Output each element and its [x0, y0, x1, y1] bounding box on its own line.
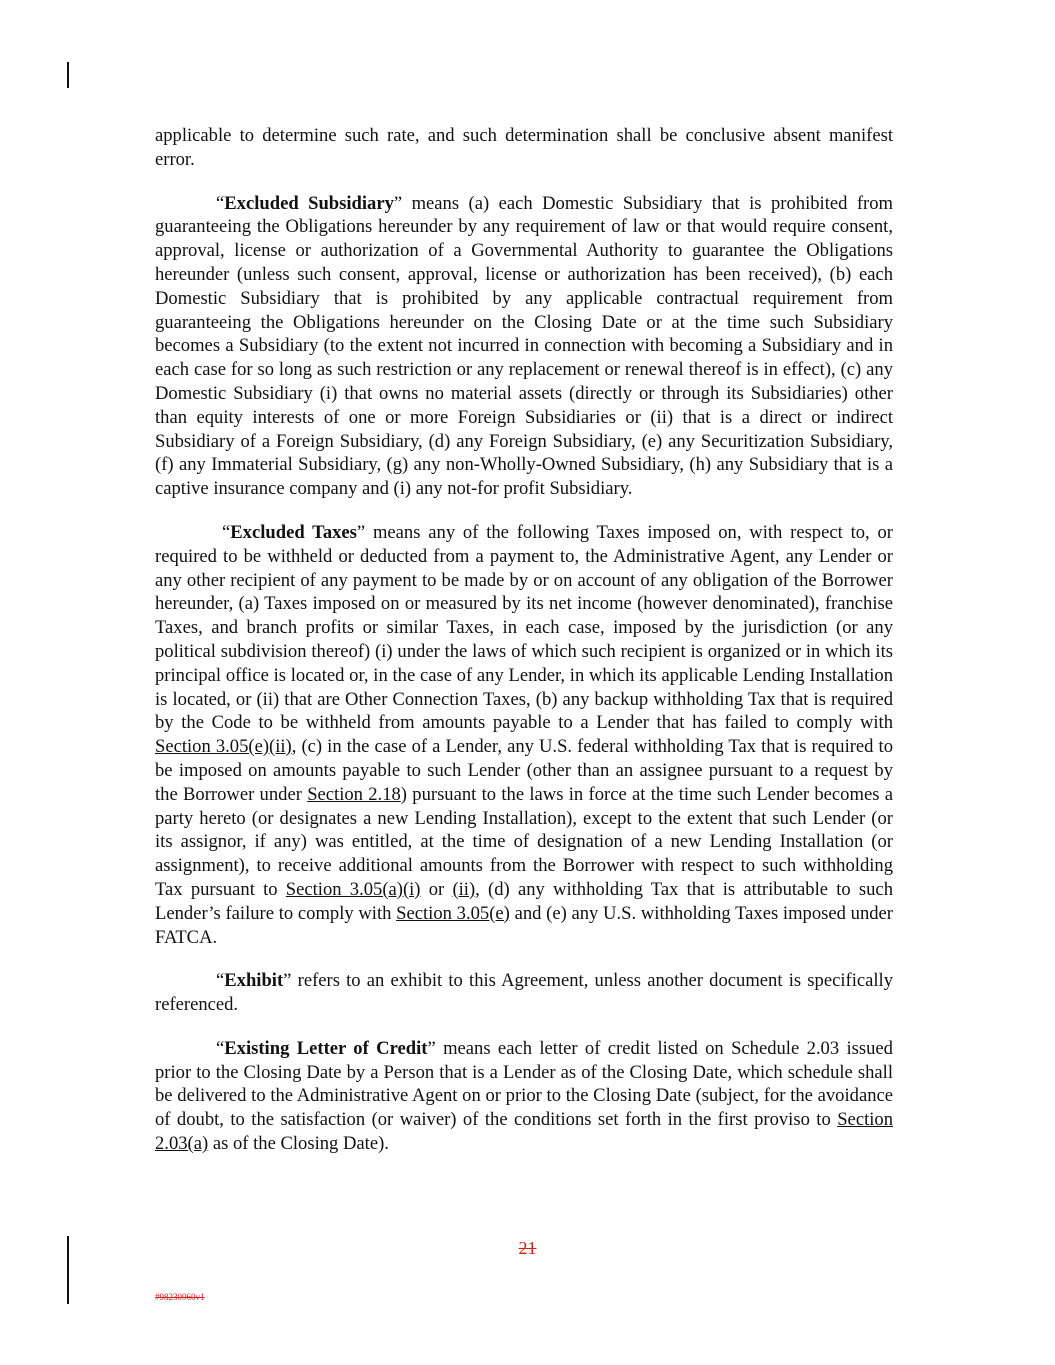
- definition-text: ) pursuant to the laws in force at the time such Lender becomes a party hereto (or designates a new Lending Installation), except to the extent that such Lender (or its assignor, if any) was entitled, at the time of designation of a new Lending Installation (or assignment), to receive additional amounts from the Borrower with respect to such withholding Tax pursuant to: [155, 783, 893, 900]
- definition-excluded-taxes: [155, 521, 893, 949]
- defined-term: Excluded Taxes: [230, 521, 357, 543]
- quote-mark: “: [216, 192, 225, 214]
- defined-term: Excluded Subsidiary: [224, 192, 394, 214]
- definition-text: or: [420, 878, 453, 900]
- definition-text: ” refers to an exhibit to this Agreement, unless another document is specifically referenced.: [155, 970, 893, 1016]
- section-reference: Section 2.03(a): [155, 1109, 893, 1155]
- page-number: 21: [518, 1238, 537, 1258]
- document-body: [155, 124, 893, 1176]
- defined-term: Existing Letter of Credit: [224, 1037, 428, 1059]
- document-id: #98230960v1: [155, 1292, 205, 1302]
- section-reference: Section 2.18: [307, 783, 401, 805]
- definition-text: as of the Closing Date).: [208, 1133, 389, 1155]
- definition-excluded-subsidiary: [155, 192, 893, 501]
- section-reference: Section 3.05(a)(i): [285, 878, 421, 900]
- quote-mark: “: [222, 521, 231, 543]
- quote-mark: “: [216, 970, 225, 992]
- definition-text: , (c) in the case of a Lender, any U.S. federal withholding Tax that is required to be imposed on amounts payable to such Lender (other than an assignee pursuant to a request by the Borrower under: [155, 736, 894, 805]
- definition-text: ” means each letter of credit listed on Schedule 2.03 issued prior to the Closing Date by a Person that is a Lender as of the Closing Date, which schedule shall be delivered to the Administrative Agent on or prior to the Closing Date (subject, for the avoidance of doubt, to the satisfaction (or waiver) of the conditions set forth in the first proviso to: [155, 1037, 893, 1131]
- definition-exhibit: [155, 969, 893, 1017]
- change-bar-top: [67, 62, 69, 88]
- definition-existing-letter-of-credit: [155, 1037, 893, 1156]
- definition-text: ” means any of the following Taxes imposed on, with respect to, or required to be withheld or deducted from a payment to, the Administrative Agent, any Lender or any other recipient of any payment to be made by or on account of any obligation of the Borrower hereunder, (a) Taxes imposed on or measured by its net income (however denominated), franchise Taxes, and branch profits or similar Taxes, in each case, imposed by the jurisdiction (or any political subdivision thereof) (i) under the laws of which such recipient is organized or in which its principal office is located or, in the case of any Lender, in which its applicable Lending Installation is located, or (ii) that are Other Connection Taxes, (b) any backup withholding Tax that is required by the Code to be withheld from amounts payable to a Lender that has failed to comply with: [155, 521, 893, 734]
- section-reference: (ii): [452, 878, 476, 900]
- definition-text: ” means (a) each Domestic Subsidiary that is prohibited from guaranteeing the Obligations hereunder by any requirement of law or that would require consent, approval, license or authorization of a Governmental Authority to guarantee the Obligations hereunder (unless such consent, approval, license or authorization has been received), (b) each Domestic Subsidiary that is prohibited by any applicable contractual requirement from guaranteeing the Obligations hereunder on the Closing Date or at the time such Subsidiary becomes a Subsidiary (to the extent not incurred in connection with becoming a Subsidiary and in each case for so long as such restriction or any replacement or renewal thereof is in effect), (c) any Domestic Subsidiary (i) that owns no material assets (directly or through its Subsidiaries) other than equity interests of one or more Foreign Subsidiaries or (ii) that is a direct or indirect Subsidiary of a Foreign Subsidiary, (d) any Foreign Subsidiary, (e) any Securitization Subsidiary, (f) any Immaterial Subsidiary, (g) any non-Wholly-Owned Subsidiary, (h) any Subsidiary that is a captive insurance company and (i) any not-for profit Subsidiary.: [155, 192, 893, 500]
- definition-text: , (d) any withholding Tax that is attributable to such Lender’s failure to comply with: [155, 878, 893, 924]
- quote-mark: “: [216, 1037, 225, 1059]
- section-reference: Section 3.05(e): [396, 902, 510, 924]
- defined-term: Exhibit: [224, 970, 284, 992]
- section-reference: Section 3.05(e)(ii): [155, 736, 292, 758]
- definition-text: and (e) any U.S. withholding Taxes imposed under FATCA.: [155, 902, 893, 948]
- paragraph-continuation: applicable to determine such rate, and such determination shall be conclusive absent manifest error.: [155, 125, 893, 170]
